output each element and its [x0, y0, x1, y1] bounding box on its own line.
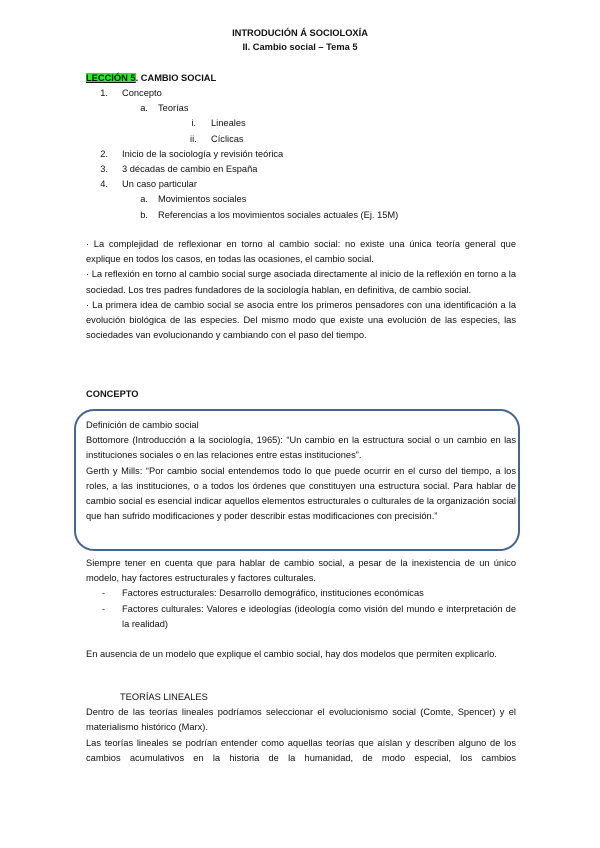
document-subtitle: II. Cambio social – Tema 5: [242, 42, 358, 52]
outline-number: 4.: [100, 179, 108, 190]
definition-content: [86, 418, 516, 524]
outline-text: Lineales: [211, 118, 246, 129]
definition-quote: Gerth y Mills: “Por cambio social entendemos todo lo que puede ocurrir en el curso del tiempo, a los roles, a las instituciones, o a todos los órdenes que constituyen una estructura social. Para hablar de cambio social es esencial indicar aquellos elementos estructurales o culturales de la organización social que han sufrido modificaciones y poder describir estas modificaciones con precisión.”: [86, 465, 516, 522]
lineales-heading: TEORÍAS LINEALES: [120, 692, 208, 702]
outline-item: [86, 132, 516, 147]
outline-text: Cíclicas: [211, 133, 244, 144]
intro-paragraph: · La reflexión en torno al cambio social surge asociada directamente al inicio de la reflexión en torno a la sociedad. Los tres padres fundadores de la sociología hablan, en definitiva, de cambio social.: [86, 269, 516, 295]
lineales-section: [86, 690, 516, 766]
document-title: INTRODUCIÓN Á SOCIOLOXÍA: [232, 28, 368, 38]
outline-item: [86, 192, 516, 207]
outline-text: Inicio de la sociología y revisión teórica: [122, 148, 284, 159]
outline-item: [86, 162, 516, 177]
concepto-heading: CONCEPTO: [86, 389, 139, 399]
bullet-dash: -: [102, 603, 106, 614]
outline-text: Referencias a los movimientos sociales actuales (Ej. 15M): [158, 209, 399, 220]
outline-text: Teorías: [158, 103, 189, 114]
outline-item: [86, 86, 516, 101]
intro-paragraph: · La complejidad de reflexionar en torno al cambio social: no existe una única teoría general que explique en todos los casos, en todas las ocasiones, el cambio social.: [86, 239, 516, 265]
outline-item: [86, 116, 516, 131]
definition-quote: Bottomore (Introducción a la sociología, 1965): “Un cambio en la estructura social o un cambio en las instituciones sociales o en las relaciones entre estas instituciones”.: [86, 435, 516, 461]
definition-title: Definición de cambio social: [86, 420, 199, 430]
outline-text: Movimientos sociales: [158, 194, 247, 205]
outline-number: ii.: [190, 133, 197, 144]
lesson-highlight: LECCIÓN 5: [86, 73, 136, 83]
lesson-heading: [86, 71, 516, 86]
factors-intro: Siempre tener en cuenta que para hablar de cambio social, a pesar de la inexistencia de un único modelo, hay factores estructurales y factores culturales.: [86, 558, 516, 584]
outline-text: 3 décadas de cambio en España: [122, 163, 258, 174]
lesson-title: . CAMBIO SOCIAL: [135, 73, 217, 83]
outline-number: b.: [140, 209, 148, 220]
outline-item: [86, 177, 516, 192]
intro-paragraph: · La primera idea de cambio social se asocia entre los primeros pensadores con una identificación a la evolución biológica de las especies. Del mismo modo que existe una evolución de las especies, las sociedades van evolucionando y cambiando con el paso del tiempo.: [86, 299, 516, 341]
factor-text: Factores culturales: Valores e ideologías (ideología como visión del mundo e interpretación de la realidad): [122, 603, 516, 629]
bullet-dash: -: [102, 588, 106, 599]
outline-list: [86, 86, 516, 223]
outline-number: a.: [140, 194, 148, 205]
outline-number: a.: [140, 103, 148, 114]
intro-section: [86, 237, 516, 343]
factors-section: [86, 556, 516, 662]
outline-number: 2.: [100, 148, 108, 159]
factor-text: Factores estructurales: Desarrollo demográfico, instituciones económicas: [122, 588, 424, 599]
outline-text: Un caso particular: [122, 179, 197, 190]
outline-item: [86, 147, 516, 162]
outline-number: 3.: [100, 163, 108, 174]
outline-number: 1.: [100, 88, 108, 98]
lineales-paragraph: Dentro de las teorías lineales podríamos seleccionar el evolucionismo social (Comte, Spencer) y el materialismo histórico (Marx).: [86, 707, 516, 733]
outline-number: i.: [191, 118, 196, 129]
outline-item: [86, 101, 516, 116]
models-paragraph: En ausencia de un modelo que explique el cambio social, hay dos modelos que permiten explicarlo.: [86, 649, 497, 660]
lineales-paragraph: Las teorías lineales se podrían entender como aquellas teorías que aíslan y describen alguno de los cambios acumulativos en la historia de la humanidad, de modo especial, los cambios: [86, 737, 516, 763]
list-item: [86, 586, 516, 601]
outline-text: Concepto: [122, 88, 162, 98]
outline-item: [86, 208, 516, 223]
list-item: [86, 602, 516, 632]
